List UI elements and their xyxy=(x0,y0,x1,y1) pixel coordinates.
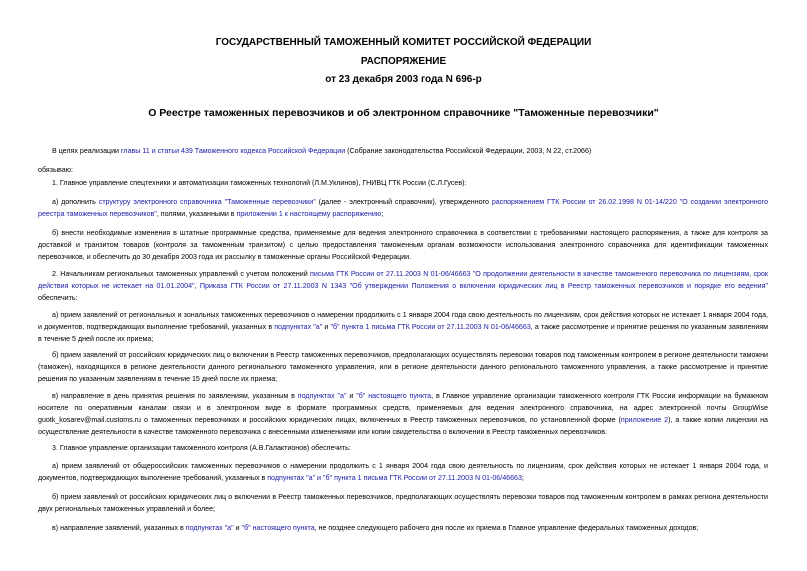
text: 2. Начальникам региональных таможенных управлений с учетом положений xyxy=(52,270,311,278)
link-subpoints-letter[interactable]: подпунктах "а" и "б" пункта 1 письма ГТК России от 27.11.2003 N 01-06/46663 xyxy=(267,474,522,482)
link-code-chapter[interactable]: главы 11 и статьи 439 Таможенного кодекса Российской Федерации xyxy=(121,147,346,155)
text: а) прием заявлений от региональных и зональных таможенных перевозчиков о намерении продолжить с 1 января 2004 года свою деятельность по лицензиям, срок действия которых не истекает 1 января 2004 года, и документов, подтверждающих выполнение требований, указанных в xyxy=(38,311,768,331)
paragraph-2a xyxy=(38,309,768,345)
committee-heading: ГОСУДАРСТВЕННЫЙ ТАМОЖЕННЫЙ КОМИТЕТ РОССИЙСКОЙ ФЕДЕРАЦИИ xyxy=(215,37,592,48)
paragraph-3b: б) прием заявлений от российских юридических лиц о включении в Реестр таможенных перевозчиков, предполагающих осуществлять перевозки товаров под таможенным контролем в рамках региона деятельности двух региональных таможенных управлений и более; xyxy=(38,493,768,513)
text: ; xyxy=(521,474,524,482)
link-subpoint-a[interactable]: подпунктах "а" xyxy=(274,323,323,331)
text: , а также рассмотрение и принятие решения по указанным заявлениям в течение 5 дней после их приема; xyxy=(38,323,769,343)
link-subpoint-b-letter[interactable]: "б" пункта 1 письма ГТК России от 27.11.2003 N 01-06/46663 xyxy=(330,323,531,331)
text: (далее - электронный справочник), утвержденного xyxy=(315,198,492,206)
paragraph-3a xyxy=(38,460,768,484)
text: , xyxy=(194,282,200,290)
text: ), а также копии лицензии на осуществление деятельности в качестве таможенного перевозчика с внесенными изменениями или копии свидетельства о включении в Реестр таможенных перевозчиков. xyxy=(38,416,768,436)
link-appendix-2[interactable]: приложение 2 xyxy=(620,416,669,424)
paragraph-2c xyxy=(38,390,768,438)
paragraph-2b: б) прием заявлений от российских юридических лиц о включении в Реестр таможенных перевозчиков, предполагающих осуществлять перевозки товаров под таможенным контролем в регионе деятельности таможни (таможен), находящихся в регионе деятельности данного регионального таможенного управления, или в регионе деятельности данного регионального таможенного управления, а также рассмотрение и принятие решения по указанным заявлениям в течение 15 дней после их приема; xyxy=(38,351,768,383)
obligate-paragraph: обязываю: xyxy=(38,166,73,174)
text: ; xyxy=(381,210,384,218)
text: и xyxy=(322,323,331,331)
text: В целях реализации xyxy=(52,147,121,155)
paragraph-3: 3. Главное управление организации таможенного контроля (А.В.Галактионов) обеспечить: xyxy=(52,444,351,452)
text: а) прием заявлений от общероссийских таможенных перевозчиков о намерении продолжить с 1 января 2004 года свою деятельность по лицензиям, срок действия которых не истекает 1 января 2004 года, и документов, подтверждающих выполнение требований, указанных в xyxy=(38,462,768,482)
link-subpoint-b-this[interactable]: "б" настоящего пункта xyxy=(356,392,432,400)
text: и xyxy=(346,392,357,400)
paragraph-1: 1. Главное управление спецтехники и автоматизации таможенных технологий (Л.М.Уклинов), ГНИВЦ ГТК России (С.Л.Гусев): xyxy=(52,179,467,187)
link-order-1998[interactable]: распоряжением ГТК России от 26.02.1998 N 01-14/220 "О создании электронного реестра таможенных перевозчиков" xyxy=(38,198,769,218)
document-title: О Реестре таможенных перевозчиков и об электронном справочнике "Таможенные перевозчики" xyxy=(148,107,659,119)
link-subpoint-b-this[interactable]: "б" настоящего пункта xyxy=(241,524,315,532)
text: в) направление в день принятия решения по заявлениям, указанным в xyxy=(52,392,298,400)
link-letter-46663[interactable]: письма ГТК России от 27.11.2003 N 01-06/46663 "О продолжении деятельности в качестве таможенного перевозчика по лицензиям, срок действия которых не истекает на 01.01.2004" xyxy=(38,270,768,290)
paragraph-3c xyxy=(38,522,768,534)
link-order-1343[interactable]: Приказа ГТК России от 27.11.2003 N 1343 "Об утверждении Положения о включении юридических лиц в Реестр таможенных перевозчиков и порядке его ведения" xyxy=(199,282,768,290)
link-subpoint-a[interactable]: подпунктах "а" xyxy=(185,524,234,532)
paragraph-1a xyxy=(38,196,768,220)
link-subpoint-a[interactable]: подпунктах "а" xyxy=(297,392,347,400)
text: а) дополнить xyxy=(52,198,99,206)
document-type-heading: РАСПОРЯЖЕНИЕ xyxy=(360,56,447,67)
paragraph-1b: б) внести необходимые изменения в штатные программные средства, применяемые для ведения электронного справочника в соответствии с требованиями настоящего распоряжения, а также для контроля за доставкой и транзитом товаров (контроля за таможенным транзитом) с целью предоставления таможенным органам возможности использования электронного справочника для идентификации таможенных перевозчиков, и обеспечить до 30 декабря 2003 года их рассылку в таможенные органы Российской Федерации. xyxy=(38,229,768,261)
text: , не позднее следующего рабочего дня после их приема в Главное управление федеральных таможенных доходов; xyxy=(314,524,699,532)
intro-paragraph xyxy=(38,145,768,157)
link-structure[interactable]: структуру электронного справочника "Таможенные перевозчики" xyxy=(98,198,316,206)
text: (Собрание законодательства Российской Федерации, 2003, N 22, ст.2066) xyxy=(345,147,592,155)
link-appendix-1[interactable]: приложении 1 к настоящему распоряжению xyxy=(236,210,382,218)
date-number-heading: от 23 декабря 2003 года N 696-р xyxy=(325,74,482,85)
text: и xyxy=(233,524,242,532)
text: обеспечить: xyxy=(38,294,78,302)
text: , в Главное управление организации таможенного контроля ГТК России информации на бумажном носителе по оперативным каналам связи и в электронном виде в формате программных средств, применяемых для ведения электронного справочника, на адрес электронной почты GroupWise guotk_kosarev@mail.customs.ru о таможенных перевозчиках и российских юридических лицах, включенных в Реестр таможенных перевозчиков, по установленной форме ( xyxy=(38,392,769,424)
paragraph-2 xyxy=(38,268,768,304)
text: в) направление заявлений, указанных в xyxy=(52,524,186,532)
text: , полями, указанными в xyxy=(156,210,237,218)
